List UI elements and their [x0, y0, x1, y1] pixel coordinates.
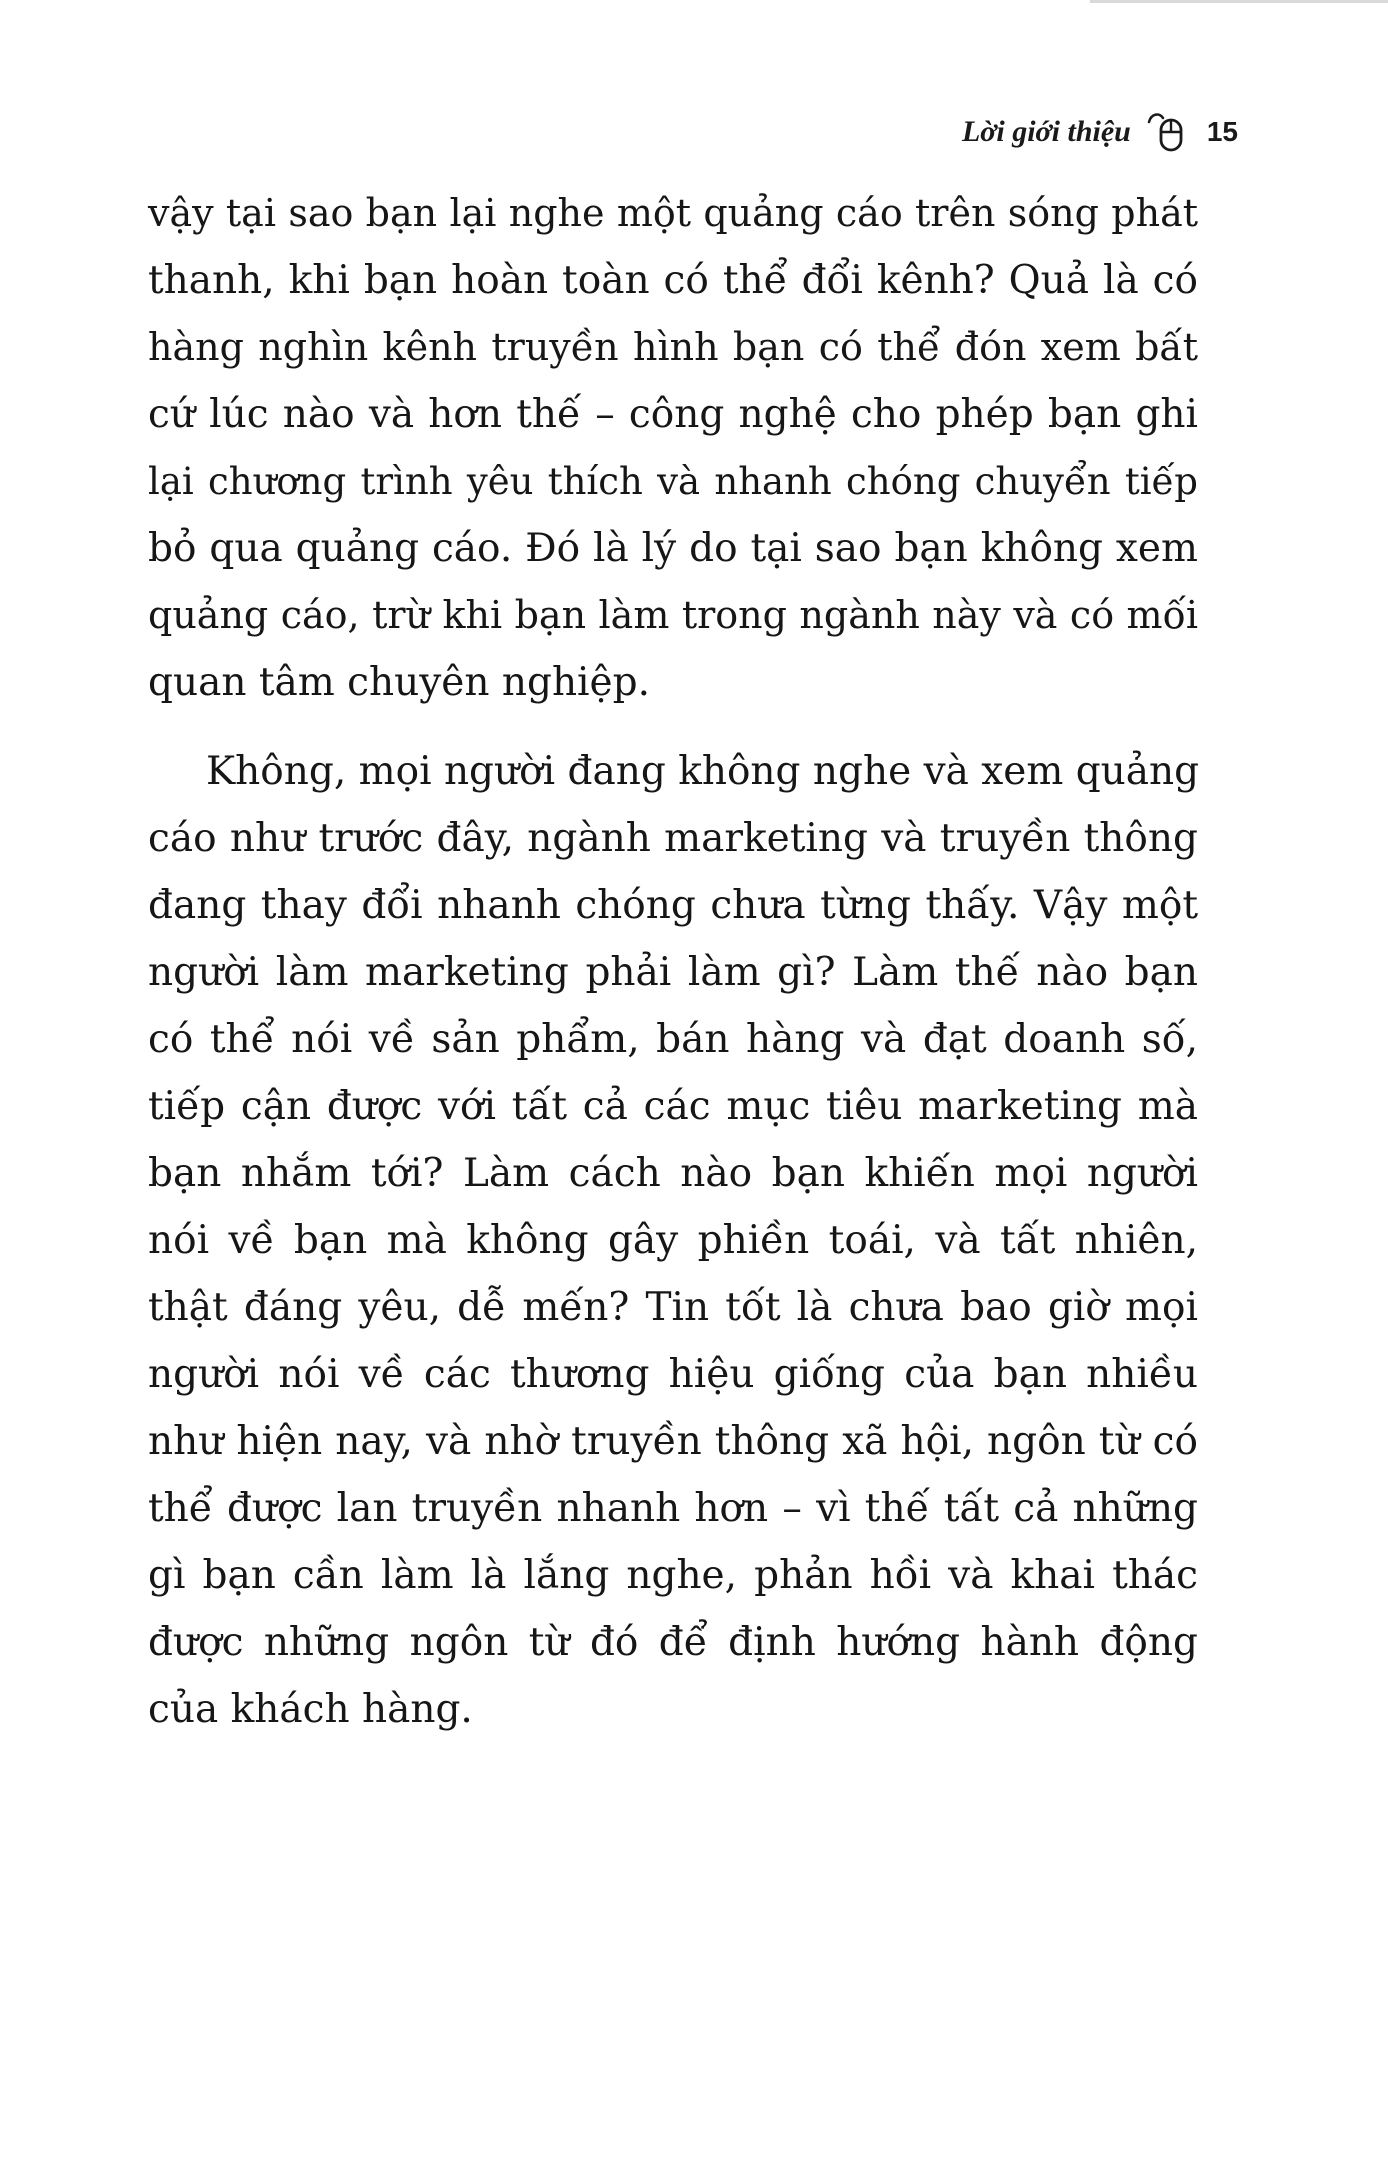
- text-line: người nói về các thương hiệu giống của bạn nhiều: [148, 1352, 1198, 1397]
- text-line: vậy tại sao bạn lại nghe một quảng cáo trên sóng phát: [148, 191, 1198, 235]
- computer-mouse-icon: [1145, 110, 1185, 154]
- paragraph-2: [148, 738, 1198, 1743]
- text-line: lại chương trình yêu thích và nhanh chóng chuyển tiếp: [148, 460, 1198, 503]
- text-line: của khách hàng.: [148, 1687, 473, 1732]
- text-line: bạn nhắm tới? Làm cách nào bạn khiến mọi người: [148, 1151, 1198, 1196]
- text-line: hàng nghìn kênh truyền hình bạn có thể đón xem bất: [148, 325, 1198, 369]
- text-line: quảng cáo, trừ khi bạn làm trong ngành này và có mối: [148, 593, 1198, 637]
- text-line: tiếp cận được với tất cả các mục tiêu marketing mà: [148, 1084, 1198, 1129]
- text-line: được những ngôn từ đó để định hướng hành động: [148, 1620, 1198, 1665]
- page-edge-rule: [1090, 0, 1388, 3]
- text-line: thật đáng yêu, dễ mến? Tin tốt là chưa bao giờ mọi: [148, 1285, 1198, 1330]
- paragraph-1: [148, 180, 1198, 716]
- text-line: Không, mọi người đang không nghe và xem quảng: [206, 749, 1200, 794]
- section-title: Lời giới thiệu: [961, 115, 1131, 148]
- running-header: [962, 110, 1238, 154]
- text-line: như hiện nay, và nhờ truyền thông xã hội, ngôn từ có: [148, 1419, 1198, 1464]
- text-line: cáo như trước đây, ngành marketing và truyền thông: [148, 816, 1198, 861]
- text-line: bỏ qua quảng cáo. Đó là lý do tại sao bạn không xem: [148, 526, 1198, 571]
- text-line: thanh, khi bạn hoàn toàn có thể đổi kênh? Quả là có: [148, 258, 1198, 303]
- text-line: người làm marketing phải làm gì? Làm thế nào bạn: [148, 950, 1198, 995]
- text-line: quan tâm chuyên nghiệp.: [148, 660, 650, 705]
- text-line: gì bạn cần làm là lắng nghe, phản hồi và khai thác: [148, 1553, 1198, 1598]
- text-line: nói về bạn mà không gây phiền toái, và tất nhiên,: [148, 1218, 1198, 1263]
- text-line: đang thay đổi nhanh chóng chưa từng thấy. Vậy một: [148, 883, 1198, 928]
- text-line: thể được lan truyền nhanh hơn – vì thế tất cả những: [148, 1486, 1198, 1531]
- text-line: cứ lúc nào và hơn thế – công nghệ cho phép bạn ghi: [148, 392, 1198, 437]
- page-number: 15: [1206, 116, 1238, 147]
- text-line: có thể nói về sản phẩm, bán hàng và đạt doanh số,: [148, 1017, 1198, 1062]
